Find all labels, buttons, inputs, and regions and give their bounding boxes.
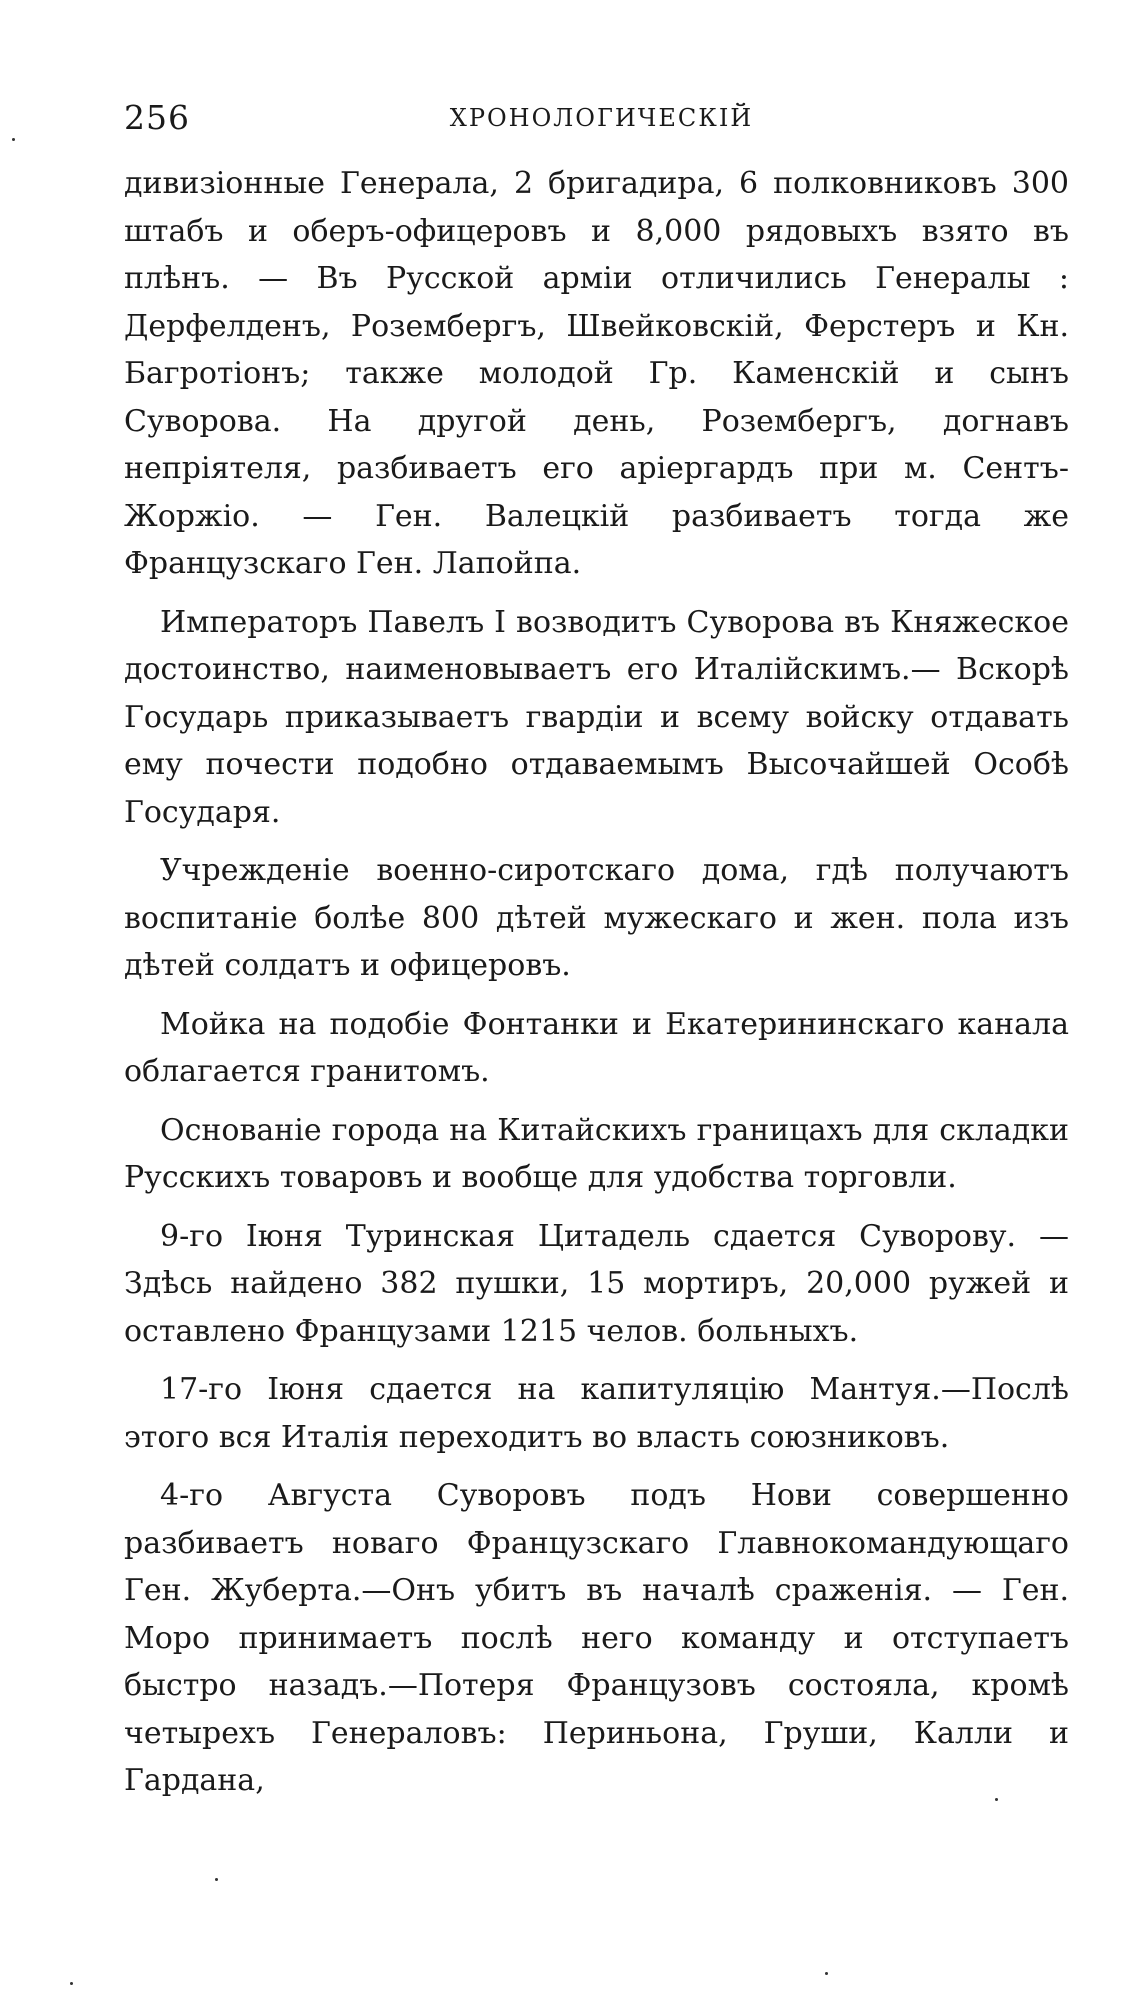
paragraph-emperor-paul: Императоръ Павелъ I возводитъ Суворова въ Княжеское достоинство, наименовываетъ его Италійскимъ.— Вскорѣ Государь приказываетъ гвардіи и всему войску отдавать ему почести подобно отдаваемымъ Высочайшей Особѣ Государя. — [124, 604, 1069, 830]
paragraph-turin-citadel: 9-го Іюня Туринская Цитадель сдается Суворову. — Здѣсь найдено 382 пушки, 15 мортиръ, 20,000 ружей и оставлено Французами 1215 челов. больныхъ. — [124, 1218, 1069, 1349]
paragraph-continued: дивизіонные Генерала, 2 бригадира, 6 полковниковъ 300 штабъ и оберъ-офицеровъ и 8,000 рядовыхъ взято въ плѣнъ. — Въ Русской арміи отличились Генералы : Дерфелденъ, Розембергъ, Швейковскій, Ферстеръ и Кн. Багротіонъ; также молодой Гр. Каменскій и сынъ Суворова. На другой день, Розембергъ, догнавъ непріятеля, разбиваетъ его аріергардъ при м. Сентъ-Жоржіо. — Ген. Валецкій разбиваетъ тогда же Французскаго Ген. Лапойпа. — [124, 166, 1069, 581]
scan-speck — [70, 1982, 73, 1985]
page-body — [124, 160, 1069, 1816]
paragraph-chinese-border-town: Основаніе города на Китайскихъ границахъ для складки Русскихъ товаровъ и вообще для удобства торговли. — [124, 1112, 1069, 1195]
scan-speck — [995, 1798, 998, 1801]
page-number: 256 — [124, 98, 190, 137]
paragraph-mantua: 17-го Іюня сдается на капитуляцію Мантуя.—Послѣ этого вся Италія переходитъ во власть союзниковъ. — [124, 1372, 1069, 1455]
scan-speck — [12, 138, 15, 141]
paragraph-moika: Мойка на подобіе Фонтанки и Екатерининскаго канала облагается гранитомъ. — [124, 1006, 1069, 1089]
paragraph-orphanage: Учрежденіе военно-сиротскаго дома, гдѣ получаютъ воспитаніе болѣе 800 дѣтей мужескаго и жен. пола изъ дѣтей солдатъ и офицеровъ. — [124, 853, 1069, 983]
page-header — [124, 98, 1079, 138]
running-head: ХРОНОЛОГИЧЕСКІЙ — [449, 104, 754, 132]
scan-speck — [215, 1878, 218, 1881]
paragraph-novi: 4-го Августа Суворовъ подъ Нови совершенно разбиваетъ новаго Французскаго Главнокомандующаго Ген. Жуберта.—Онъ убитъ въ началѣ сраженія. — Ген. Моро принимаетъ послѣ него команду и отступаетъ быстро назадъ.—Потеря Французовъ состояла, кромѣ четырехъ Генераловъ: Периньона, Груши, Калли и Гардана, — [124, 1478, 1069, 1798]
scan-speck — [825, 1972, 828, 1975]
